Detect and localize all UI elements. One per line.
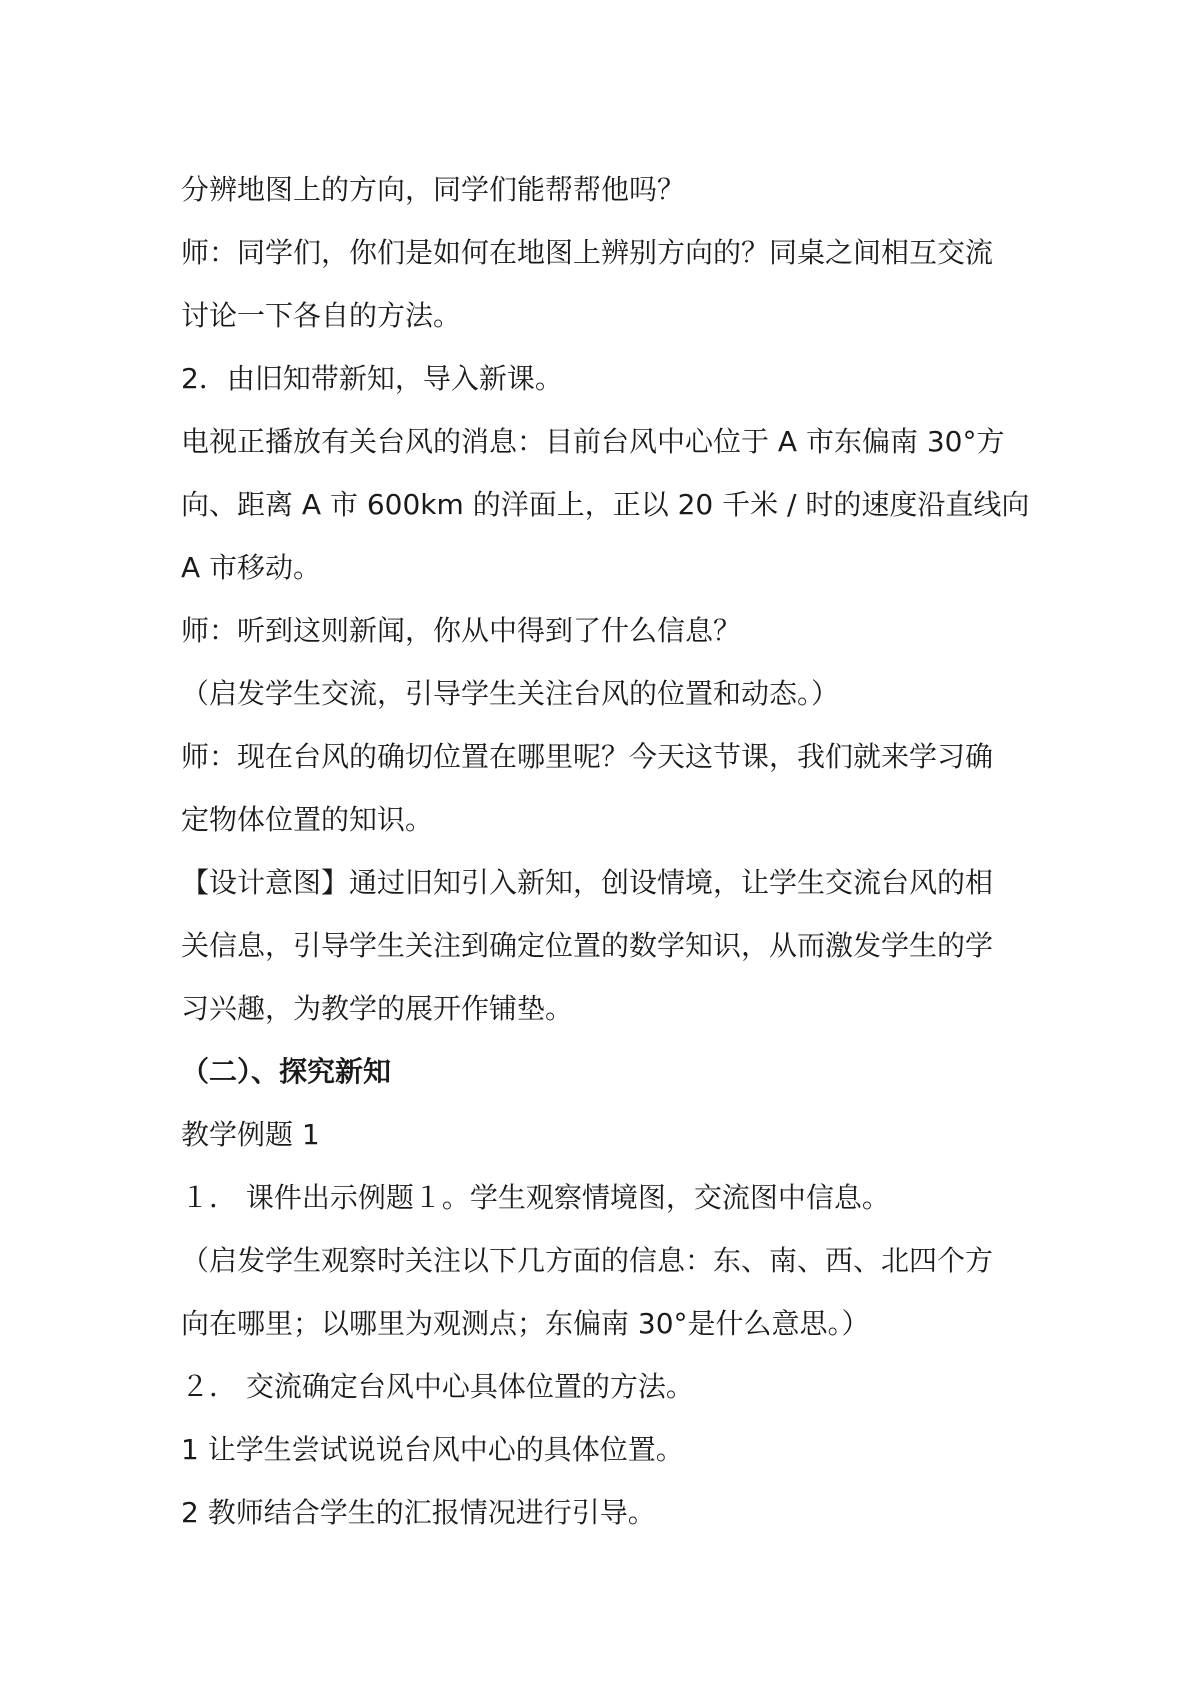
- text-line-21: 1 让学生尝试说说台风中心的具体位置。: [181, 1433, 684, 1466]
- text-line-14: 习兴趣，为教学的展开作铺垫。: [181, 992, 574, 1025]
- section-heading: （二）、探究新知: [181, 1055, 392, 1088]
- text-line-13: 关信息，引导学生关注到确定位置的数学知识，从而激发学生的学: [181, 929, 994, 962]
- text-line-2: 师：同学们，你们是如何在地图上辨别方向的？同桌之间相互交流: [181, 236, 994, 269]
- text-line-3: 讨论一下各自的方法。: [181, 299, 462, 332]
- text-line-18: （启发学生观察时关注以下几方面的信息：东、南、西、北四个方: [181, 1244, 994, 1277]
- text-line-6: 向、距离 A 市 600km 的洋面上，正以 20 千米 / 时的速度沿直线向: [181, 488, 1030, 521]
- text-line-9: （启发学生交流，引导学生关注台风的位置和动态。）: [181, 677, 840, 710]
- text-line-22: 2 教师结合学生的汇报情况进行引导。: [181, 1496, 656, 1529]
- text-line-8: 师：听到这则新闻，你从中得到了什么信息？: [181, 614, 742, 647]
- text-line-5: 电视正播放有关台风的消息：目前台风中心位于 A 市东偏南 30°方: [181, 425, 1005, 458]
- text-line-10: 师：现在台风的确切位置在哪里呢？今天这节课，我们就来学习确: [181, 740, 994, 773]
- text-line-7: A 市移动。: [181, 551, 322, 584]
- text-line-1: 分辨地图上的方向，同学们能帮帮他吗？: [181, 173, 686, 206]
- text-line-20: ２． 交流确定台风中心具体位置的方法。: [181, 1370, 694, 1403]
- text-line-11: 定物体位置的知识。: [181, 803, 434, 836]
- text-line-19: 向在哪里；以哪里为观测点；东偏南 30°是什么意思。）: [181, 1307, 870, 1340]
- text-line-12: 【设计意图】通过旧知引入新知，创设情境，让学生交流台风的相: [181, 866, 994, 899]
- text-line-4: 2．由旧知带新知，导入新课。: [181, 362, 563, 395]
- text-line-16: 教学例题 1: [181, 1118, 320, 1151]
- text-line-17: １． 课件出示例题１。学生观察情境图，交流图中信息。: [181, 1181, 890, 1214]
